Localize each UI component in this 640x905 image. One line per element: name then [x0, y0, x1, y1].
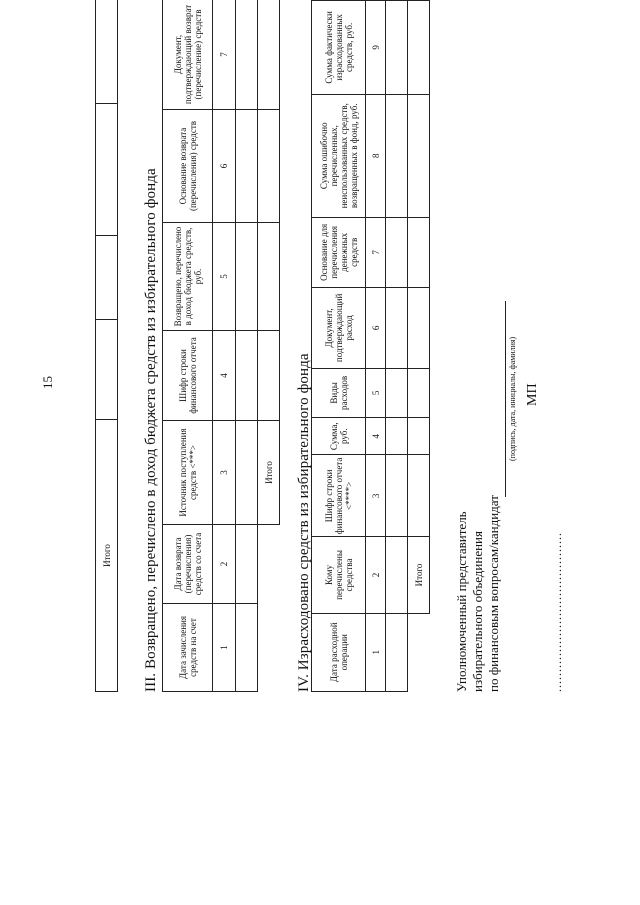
- s4-empty-cell: [408, 613, 430, 691]
- s3-col-number: 6: [213, 110, 236, 223]
- s4-data-cell: [386, 613, 408, 691]
- s4-header-amount: Сумма, руб.: [312, 417, 366, 454]
- s4-col-number: 7: [366, 217, 386, 287]
- s4-header-report-code: Шифр строки финансового отчета <****>: [312, 455, 366, 537]
- s4-header-operation-date: Дата расходной операции: [312, 613, 366, 691]
- signature-note: (подпись, дата, инициалы, фамилия): [508, 336, 517, 461]
- s4-data-cell: [386, 417, 408, 454]
- s3-header-date-credit: Дата зачисления средств на счет: [163, 604, 213, 692]
- s4-header-actual-spent: Сумма фактически израсходованных средств, руб.: [312, 1, 366, 95]
- s3-total-label: Итого: [258, 421, 280, 525]
- page-number: 15: [40, 376, 55, 389]
- s4-col-number: 2: [366, 537, 386, 613]
- top-table-cell: [96, 0, 118, 104]
- section3-table: [162, 0, 280, 692]
- s4-total-cell: [408, 1, 430, 95]
- s4-col-number: 9: [366, 1, 386, 95]
- s3-total-cell: [258, 223, 280, 331]
- s3-col-number: 2: [213, 525, 236, 604]
- s3-col-number: 4: [213, 331, 236, 421]
- s4-header-expense-type: Виды расходов: [312, 368, 366, 417]
- stamp-label: МП: [525, 383, 540, 406]
- signature-label-line3: по финансовым вопросам/кандидат: [486, 495, 501, 692]
- s4-total-cell: [408, 94, 430, 217]
- section4-table: [311, 0, 430, 692]
- s4-total-cell: [408, 368, 430, 417]
- s4-total-cell: [408, 217, 430, 287]
- s4-header-basis: Основание для перечисления денежных средств: [312, 217, 366, 287]
- s4-header-document: Документ, подтверждающий расход: [312, 287, 366, 368]
- section3-title: III. Возвращено, перечислено в доход бюджета средств из избирательного фонда: [143, 168, 159, 692]
- s4-total-label: Итого: [408, 537, 430, 613]
- top-table-cell: [96, 104, 118, 236]
- section4-title: IV. Израсходовано средств из избирательного фонда: [296, 353, 312, 692]
- s4-col-number: 5: [366, 368, 386, 417]
- s3-data-cell: [236, 421, 258, 525]
- signature-label-line2: избирательного объединения: [470, 531, 485, 692]
- s3-col-number: 3: [213, 421, 236, 525]
- s3-empty-cell: [258, 604, 280, 692]
- s3-header-document: Документ, подтверждающий возврат (перечисление) средств: [163, 0, 213, 110]
- s4-col-number: 4: [366, 417, 386, 454]
- s3-data-cell: [236, 525, 258, 604]
- s3-total-cell: [258, 331, 280, 421]
- s3-header-returned-amount: Возвращено, перечислено в доход бюджета средств, руб.: [163, 223, 213, 331]
- s3-data-cell: [236, 331, 258, 421]
- top-table-cell: [96, 236, 118, 320]
- s3-data-cell: [236, 110, 258, 223]
- s4-total-cell: [408, 287, 430, 368]
- s4-data-cell: [386, 1, 408, 95]
- s4-col-number: 1: [366, 613, 386, 691]
- s3-data-cell: [236, 0, 258, 110]
- s3-header-source: Источник поступления средств <***>: [163, 421, 213, 525]
- signature-line: [505, 301, 506, 497]
- s3-col-number: 5: [213, 223, 236, 331]
- s3-col-number: 7: [213, 0, 236, 110]
- s3-data-cell: [236, 604, 258, 692]
- top-table-cell: [96, 320, 118, 420]
- s3-data-cell: [236, 223, 258, 331]
- s4-total-cell: [408, 417, 430, 454]
- dotted-line: ........................................: [550, 532, 564, 692]
- top-table-total-cell: Итого: [96, 420, 118, 692]
- s4-col-number: 6: [366, 287, 386, 368]
- s4-header-recipient: Кому перечислены средства: [312, 537, 366, 613]
- s3-header-report-code: Шифр строки финансового отчета: [163, 331, 213, 421]
- s4-col-number: 8: [366, 94, 386, 217]
- top-table: [95, 0, 118, 692]
- s3-col-number: 1: [213, 604, 236, 692]
- s4-total-cell: [408, 455, 430, 537]
- s4-header-returned-amount: Сумма ошибочно перечисленных, неиспользованных средств, возвращенных в фонд, руб.: [312, 94, 366, 217]
- signature-label-line1: Уполномоченный представитель: [454, 511, 469, 692]
- s4-data-cell: [386, 537, 408, 613]
- s4-data-cell: [386, 217, 408, 287]
- s4-col-number: 3: [366, 455, 386, 537]
- s3-total-cell: [258, 110, 280, 223]
- s4-data-cell: [386, 94, 408, 217]
- s4-data-cell: [386, 368, 408, 417]
- s3-header-date-return: Дата возврата (перечисления) средств со счета: [163, 525, 213, 604]
- s3-empty-cell: [258, 525, 280, 604]
- s4-data-cell: [386, 455, 408, 537]
- s3-total-cell: [258, 0, 280, 110]
- s4-data-cell: [386, 287, 408, 368]
- s3-header-return-basis: Основание возврата (перечисления) средств: [163, 110, 213, 223]
